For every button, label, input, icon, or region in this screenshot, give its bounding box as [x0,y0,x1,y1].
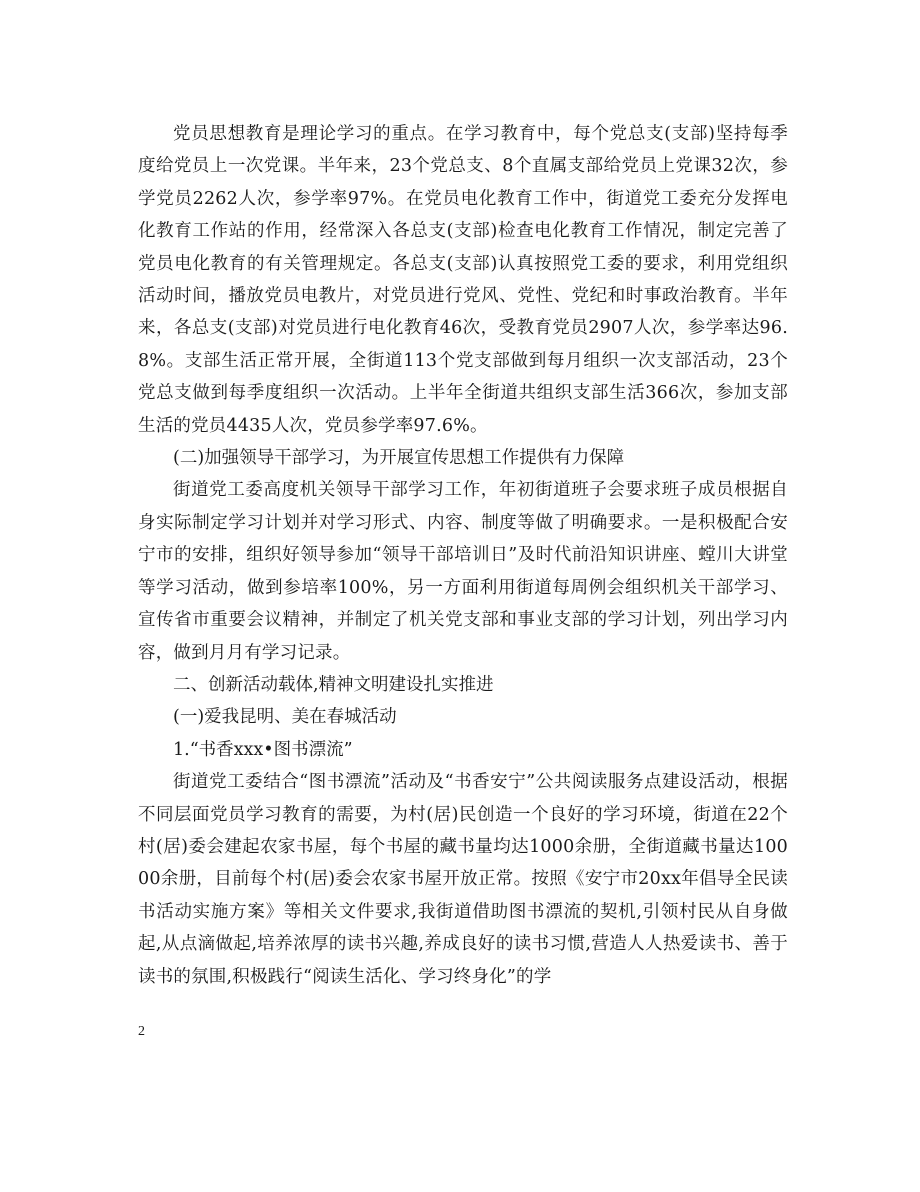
page-number: 2 [138,1024,145,1039]
paragraph-party-education: 党员思想教育是理论学习的重点。在学习教育中，每个党总支(支部)坚持每季度给党员上一次党课。半年来，23个党总支、8个直属支部给党员上党课32次，参学党员2262人次，参学率97%。在党员电化教育工作中，街道党工委充分发挥电化教育工作站的作用，经常深入各总支(支部)检查电化教育工作情况，制定完善了党员电化教育的有关管理规定。各总支(支部)认真按照党工委的要求，利用党组织活动时间，播放党员电教片，对党员进行党风、党性、党纪和时事政治教育。半年来，各总支(支部)对党员进行电化教育46次，受教育党员2907人次，参学率达96.8%。支部生活正常开展，全街道113个党支部做到每月组织一次支部活动，23个党总支做到每季度组织一次活动。上半年全街道共组织支部生活366次，参加支部生活的党员4435人次，党员参学率97.6%。 [138,124,788,436]
document-body [138,118,788,993]
heading-leader-study: (二)加强领导干部学习，为开展宣传思想工作提供有力保障 [173,448,625,469]
heading-section-two: 二、创新活动载体,精神文明建设扎实推进 [173,674,494,695]
heading-book-drifting: 1.“书香xxx•图书漂流” [173,739,353,760]
heading-kunming-activity: (一)爱我昆明、美在春城活动 [173,707,397,728]
paragraph-book-drifting: 街道党工委结合“图书漂流”活动及“书香安宁”公共阅读服务点建设活动，根据不同层面党员学习教育的需要，为村(居)民创造一个良好的学习环境，街道在22个村(居)委会建起农家书屋，每个书屋的藏书量均达1000余册，全街道藏书量达10000余册，目前每个村(居)委会农家书屋开放正常。按照《安宁市20xx年倡导全民读书活动实施方案》等相关文件要求,我街道借助图书漂流的契机,引领村民从自身做起,从点滴做起,培养浓厚的读书兴趣,养成良好的读书习惯,营造人人热爱读书、善于读书的氛围,积极践行“阅读生活化、学习终身化”的学 [138,772,788,987]
paragraph-leader-study: 街道党工委高度机关领导干部学习工作，年初街道班子会要求班子成员根据自身实际制定学习计划并对学习形式、内容、制度等做了明确要求。一是积极配合安宁市的安排，组织好领导参加“领导干部培训日”及时代前沿知识讲座、螳川大讲堂等学习活动，做到参培率100%，另一方面利用街道每周例会组织机关干部学习、宣传省市重要会议精神，并制定了机关党支部和事业支部的学习计划，列出学习内容，做到月月有学习记录。 [138,480,788,663]
